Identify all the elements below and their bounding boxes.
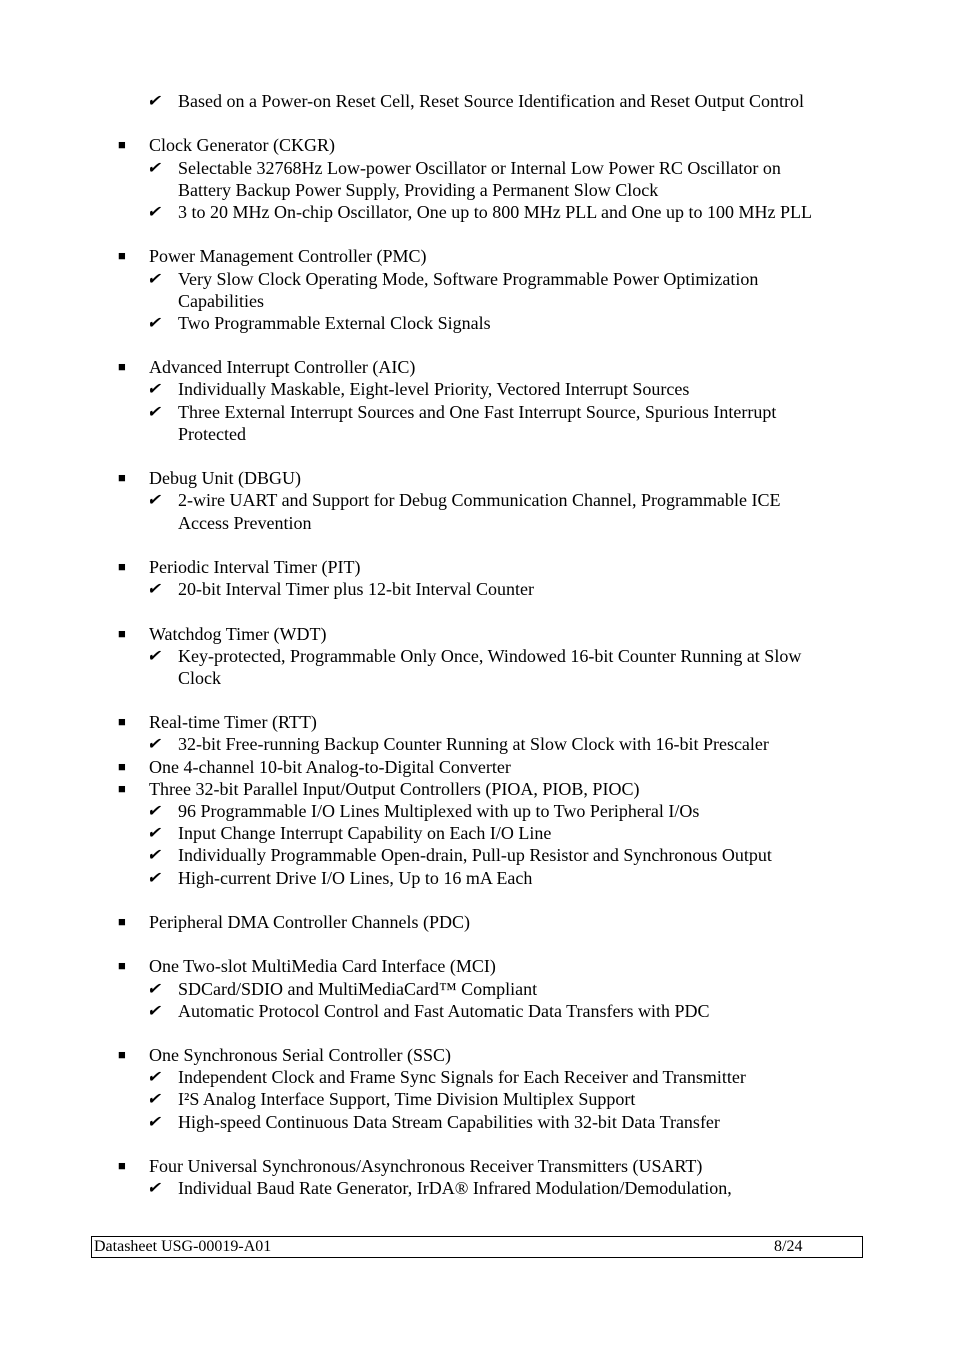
sub-feature-text: Input Change Interrupt Capability on Each I/O Line bbox=[178, 823, 552, 844]
section-spacer bbox=[0, 1022, 954, 1044]
sub-feature-row bbox=[0, 1177, 954, 1199]
sub-feature-continuation bbox=[0, 512, 954, 534]
section-spacer bbox=[0, 933, 954, 955]
section-spacer bbox=[0, 689, 954, 711]
square-bullet-icon: ■ bbox=[118, 248, 126, 264]
feature-heading: Periodic Interval Timer (PIT) bbox=[149, 556, 361, 577]
sub-feature-row bbox=[0, 489, 954, 511]
sub-feature-text: 32-bit Free-running Backup Counter Running at Slow Clock with 16-bit Prescaler bbox=[178, 734, 769, 755]
sub-feature-row bbox=[0, 578, 954, 600]
sub-feature-text: Capabilities bbox=[178, 290, 264, 311]
feature-bullet-row bbox=[0, 778, 954, 800]
sub-feature-row bbox=[0, 157, 954, 179]
checkmark-icon: ✔ bbox=[147, 869, 161, 887]
sub-feature-text: I²S Analog Interface Support, Time Division Multiplex Support bbox=[178, 1089, 636, 1110]
sub-feature-row bbox=[0, 733, 954, 755]
sub-feature-row bbox=[0, 378, 954, 400]
sub-feature-text: Three External Interrupt Sources and One Fast Interrupt Source, Spurious Interrupt bbox=[178, 401, 777, 422]
checkmark-icon: ✔ bbox=[147, 825, 161, 843]
feature-heading: One Two-slot MultiMedia Card Interface (MCI) bbox=[149, 956, 496, 977]
feature-bullet-row bbox=[0, 623, 954, 645]
checkmark-icon: ✔ bbox=[147, 647, 161, 665]
sub-feature-text: Clock bbox=[178, 667, 221, 688]
feature-heading: Debug Unit (DBGU) bbox=[149, 468, 301, 489]
checkmark-icon: ✔ bbox=[147, 803, 161, 820]
sub-feature-row bbox=[0, 645, 954, 667]
section-spacer bbox=[0, 223, 954, 245]
square-bullet-icon: ■ bbox=[118, 359, 126, 375]
square-bullet-icon: ■ bbox=[118, 470, 126, 486]
square-bullet-icon: ■ bbox=[118, 780, 126, 796]
feature-heading: Clock Generator (CKGR) bbox=[149, 135, 335, 156]
sub-feature-row bbox=[0, 1000, 954, 1022]
sub-feature-text: High-speed Continuous Data Stream Capabilities with 32-bit Data Transfer bbox=[178, 1111, 720, 1132]
square-bullet-icon: ■ bbox=[118, 625, 126, 641]
checkmark-icon: ✔ bbox=[147, 93, 161, 110]
sub-feature-row bbox=[0, 90, 954, 112]
checkmark-icon: ✔ bbox=[147, 314, 161, 332]
feature-bullet-row bbox=[0, 911, 954, 933]
checkmark-icon: ✔ bbox=[147, 1002, 161, 1020]
feature-bullet-row bbox=[0, 711, 954, 733]
feature-heading: Power Management Controller (PMC) bbox=[149, 246, 427, 267]
square-bullet-icon: ■ bbox=[118, 137, 126, 153]
feature-bullet-row bbox=[0, 356, 954, 378]
sub-feature-text: 20-bit Interval Timer plus 12-bit Interval Counter bbox=[178, 579, 534, 600]
square-bullet-icon: ■ bbox=[118, 714, 126, 730]
footer-document-id: Datasheet USG-00019-A01 bbox=[94, 1238, 272, 1255]
feature-list bbox=[0, 90, 954, 1199]
sub-feature-text: Key-protected, Programmable Only Once, Windowed 16-bit Counter Running at Slow bbox=[178, 645, 802, 666]
square-bullet-icon: ■ bbox=[118, 958, 126, 974]
sub-feature-continuation bbox=[0, 290, 954, 312]
checkmark-icon: ✔ bbox=[147, 736, 161, 754]
feature-bullet-row bbox=[0, 756, 954, 778]
sub-feature-row bbox=[0, 867, 954, 889]
feature-heading: Advanced Interrupt Controller (AIC) bbox=[149, 357, 416, 378]
checkmark-icon: ✔ bbox=[147, 270, 161, 288]
square-bullet-icon: ■ bbox=[118, 1047, 126, 1063]
feature-bullet-row bbox=[0, 134, 954, 156]
checkmark-icon: ✔ bbox=[147, 1091, 161, 1109]
feature-heading: Real-time Timer (RTT) bbox=[149, 712, 317, 733]
section-spacer bbox=[0, 534, 954, 556]
checkmark-icon: ✔ bbox=[147, 159, 161, 177]
sub-feature-text: 3 to 20 MHz On-chip Oscillator, One up to 800 MHz PLL and One up to 100 MHz PLL bbox=[178, 201, 813, 222]
sub-feature-text: Individual Baud Rate Generator, IrDA® Infrared Modulation/Demodulation, bbox=[178, 1178, 732, 1199]
sub-feature-text: Individually Maskable, Eight-level Priority, Vectored Interrupt Sources bbox=[178, 379, 690, 400]
feature-heading: Watchdog Timer (WDT) bbox=[149, 623, 327, 644]
sub-feature-row bbox=[0, 978, 954, 1000]
sub-feature-text: Protected bbox=[178, 423, 246, 444]
sub-feature-text: Automatic Protocol Control and Fast Automatic Data Transfers with PDC bbox=[178, 1000, 710, 1021]
feature-heading: Three 32-bit Parallel Input/Output Controllers (PIOA, PIOB, PIOC) bbox=[149, 778, 640, 799]
sub-feature-continuation bbox=[0, 179, 954, 201]
checkmark-icon: ✔ bbox=[147, 847, 161, 865]
feature-bullet-row bbox=[0, 955, 954, 977]
checkmark-icon: ✔ bbox=[147, 1069, 161, 1087]
footer-page-number: 8/24 bbox=[774, 1238, 803, 1255]
sub-feature-text: Battery Backup Power Supply, Providing a Permanent Slow Clock bbox=[178, 179, 659, 200]
feature-bullet-row bbox=[0, 1044, 954, 1066]
checkmark-icon: ✔ bbox=[147, 1180, 161, 1198]
sub-feature-text: 96 Programmable I/O Lines Multiplexed with up to Two Peripheral I/Os bbox=[178, 801, 700, 821]
section-spacer bbox=[0, 889, 954, 911]
sub-feature-row bbox=[0, 268, 954, 290]
sub-feature-row bbox=[0, 1088, 954, 1110]
square-bullet-icon: ■ bbox=[118, 913, 126, 929]
checkmark-icon: ✔ bbox=[147, 403, 161, 421]
checkmark-icon: ✔ bbox=[147, 203, 161, 221]
checkmark-icon: ✔ bbox=[147, 1113, 161, 1131]
feature-heading: One Synchronous Serial Controller (SSC) bbox=[149, 1045, 451, 1066]
square-bullet-icon: ■ bbox=[118, 1158, 126, 1173]
sub-feature-row bbox=[0, 312, 954, 334]
sub-feature-row bbox=[0, 844, 954, 866]
feature-bullet-row bbox=[0, 1155, 954, 1177]
sub-feature-text: High-current Drive I/O Lines, Up to 16 mA Each bbox=[178, 867, 533, 888]
sub-feature-text: Access Prevention bbox=[178, 512, 312, 533]
sub-feature-text: Two Programmable External Clock Signals bbox=[178, 312, 491, 333]
checkmark-icon: ✔ bbox=[147, 492, 161, 510]
feature-heading: Four Universal Synchronous/Asynchronous Receiver Transmitters (USART) bbox=[149, 1156, 703, 1176]
sub-feature-text: Independent Clock and Frame Sync Signals for Each Receiver and Transmitter bbox=[178, 1067, 746, 1088]
square-bullet-icon: ■ bbox=[118, 758, 126, 774]
sub-feature-continuation bbox=[0, 667, 954, 689]
feature-bullet-row bbox=[0, 467, 954, 489]
sub-feature-row bbox=[0, 401, 954, 423]
sub-feature-text: Very Slow Clock Operating Mode, Software Programmable Power Optimization bbox=[178, 268, 759, 289]
sub-feature-row bbox=[0, 822, 954, 844]
feature-heading: Peripheral DMA Controller Channels (PDC) bbox=[149, 911, 470, 932]
checkmark-icon: ✔ bbox=[147, 581, 161, 599]
sub-feature-row bbox=[0, 1111, 954, 1133]
sub-feature-text: Based on a Power-on Reset Cell, Reset Source Identification and Reset Output Control bbox=[178, 91, 805, 111]
feature-bullet-row bbox=[0, 556, 954, 578]
section-spacer bbox=[0, 1133, 954, 1155]
sub-feature-row bbox=[0, 1066, 954, 1088]
sub-feature-continuation bbox=[0, 423, 954, 445]
square-bullet-icon: ■ bbox=[118, 558, 126, 574]
checkmark-icon: ✔ bbox=[147, 381, 161, 399]
page-footer bbox=[91, 1236, 863, 1258]
sub-feature-row bbox=[0, 201, 954, 223]
sub-feature-text: Individually Programmable Open-drain, Pull-up Resistor and Synchronous Output bbox=[178, 845, 772, 866]
sub-feature-text: Selectable 32768Hz Low-power Oscillator or Internal Low Power RC Oscillator on bbox=[178, 157, 781, 178]
feature-heading: One 4-channel 10-bit Analog-to-Digital Converter bbox=[149, 756, 511, 777]
section-spacer bbox=[0, 112, 954, 134]
sub-feature-row bbox=[0, 800, 954, 822]
section-spacer bbox=[0, 334, 954, 356]
section-spacer bbox=[0, 445, 954, 467]
checkmark-icon: ✔ bbox=[147, 980, 161, 998]
sub-feature-text: 2-wire UART and Support for Debug Communication Channel, Programmable ICE bbox=[178, 490, 781, 511]
feature-bullet-row bbox=[0, 245, 954, 267]
sub-feature-text: SDCard/SDIO and MultiMediaCard™ Compliant bbox=[178, 978, 538, 999]
section-spacer bbox=[0, 600, 954, 622]
